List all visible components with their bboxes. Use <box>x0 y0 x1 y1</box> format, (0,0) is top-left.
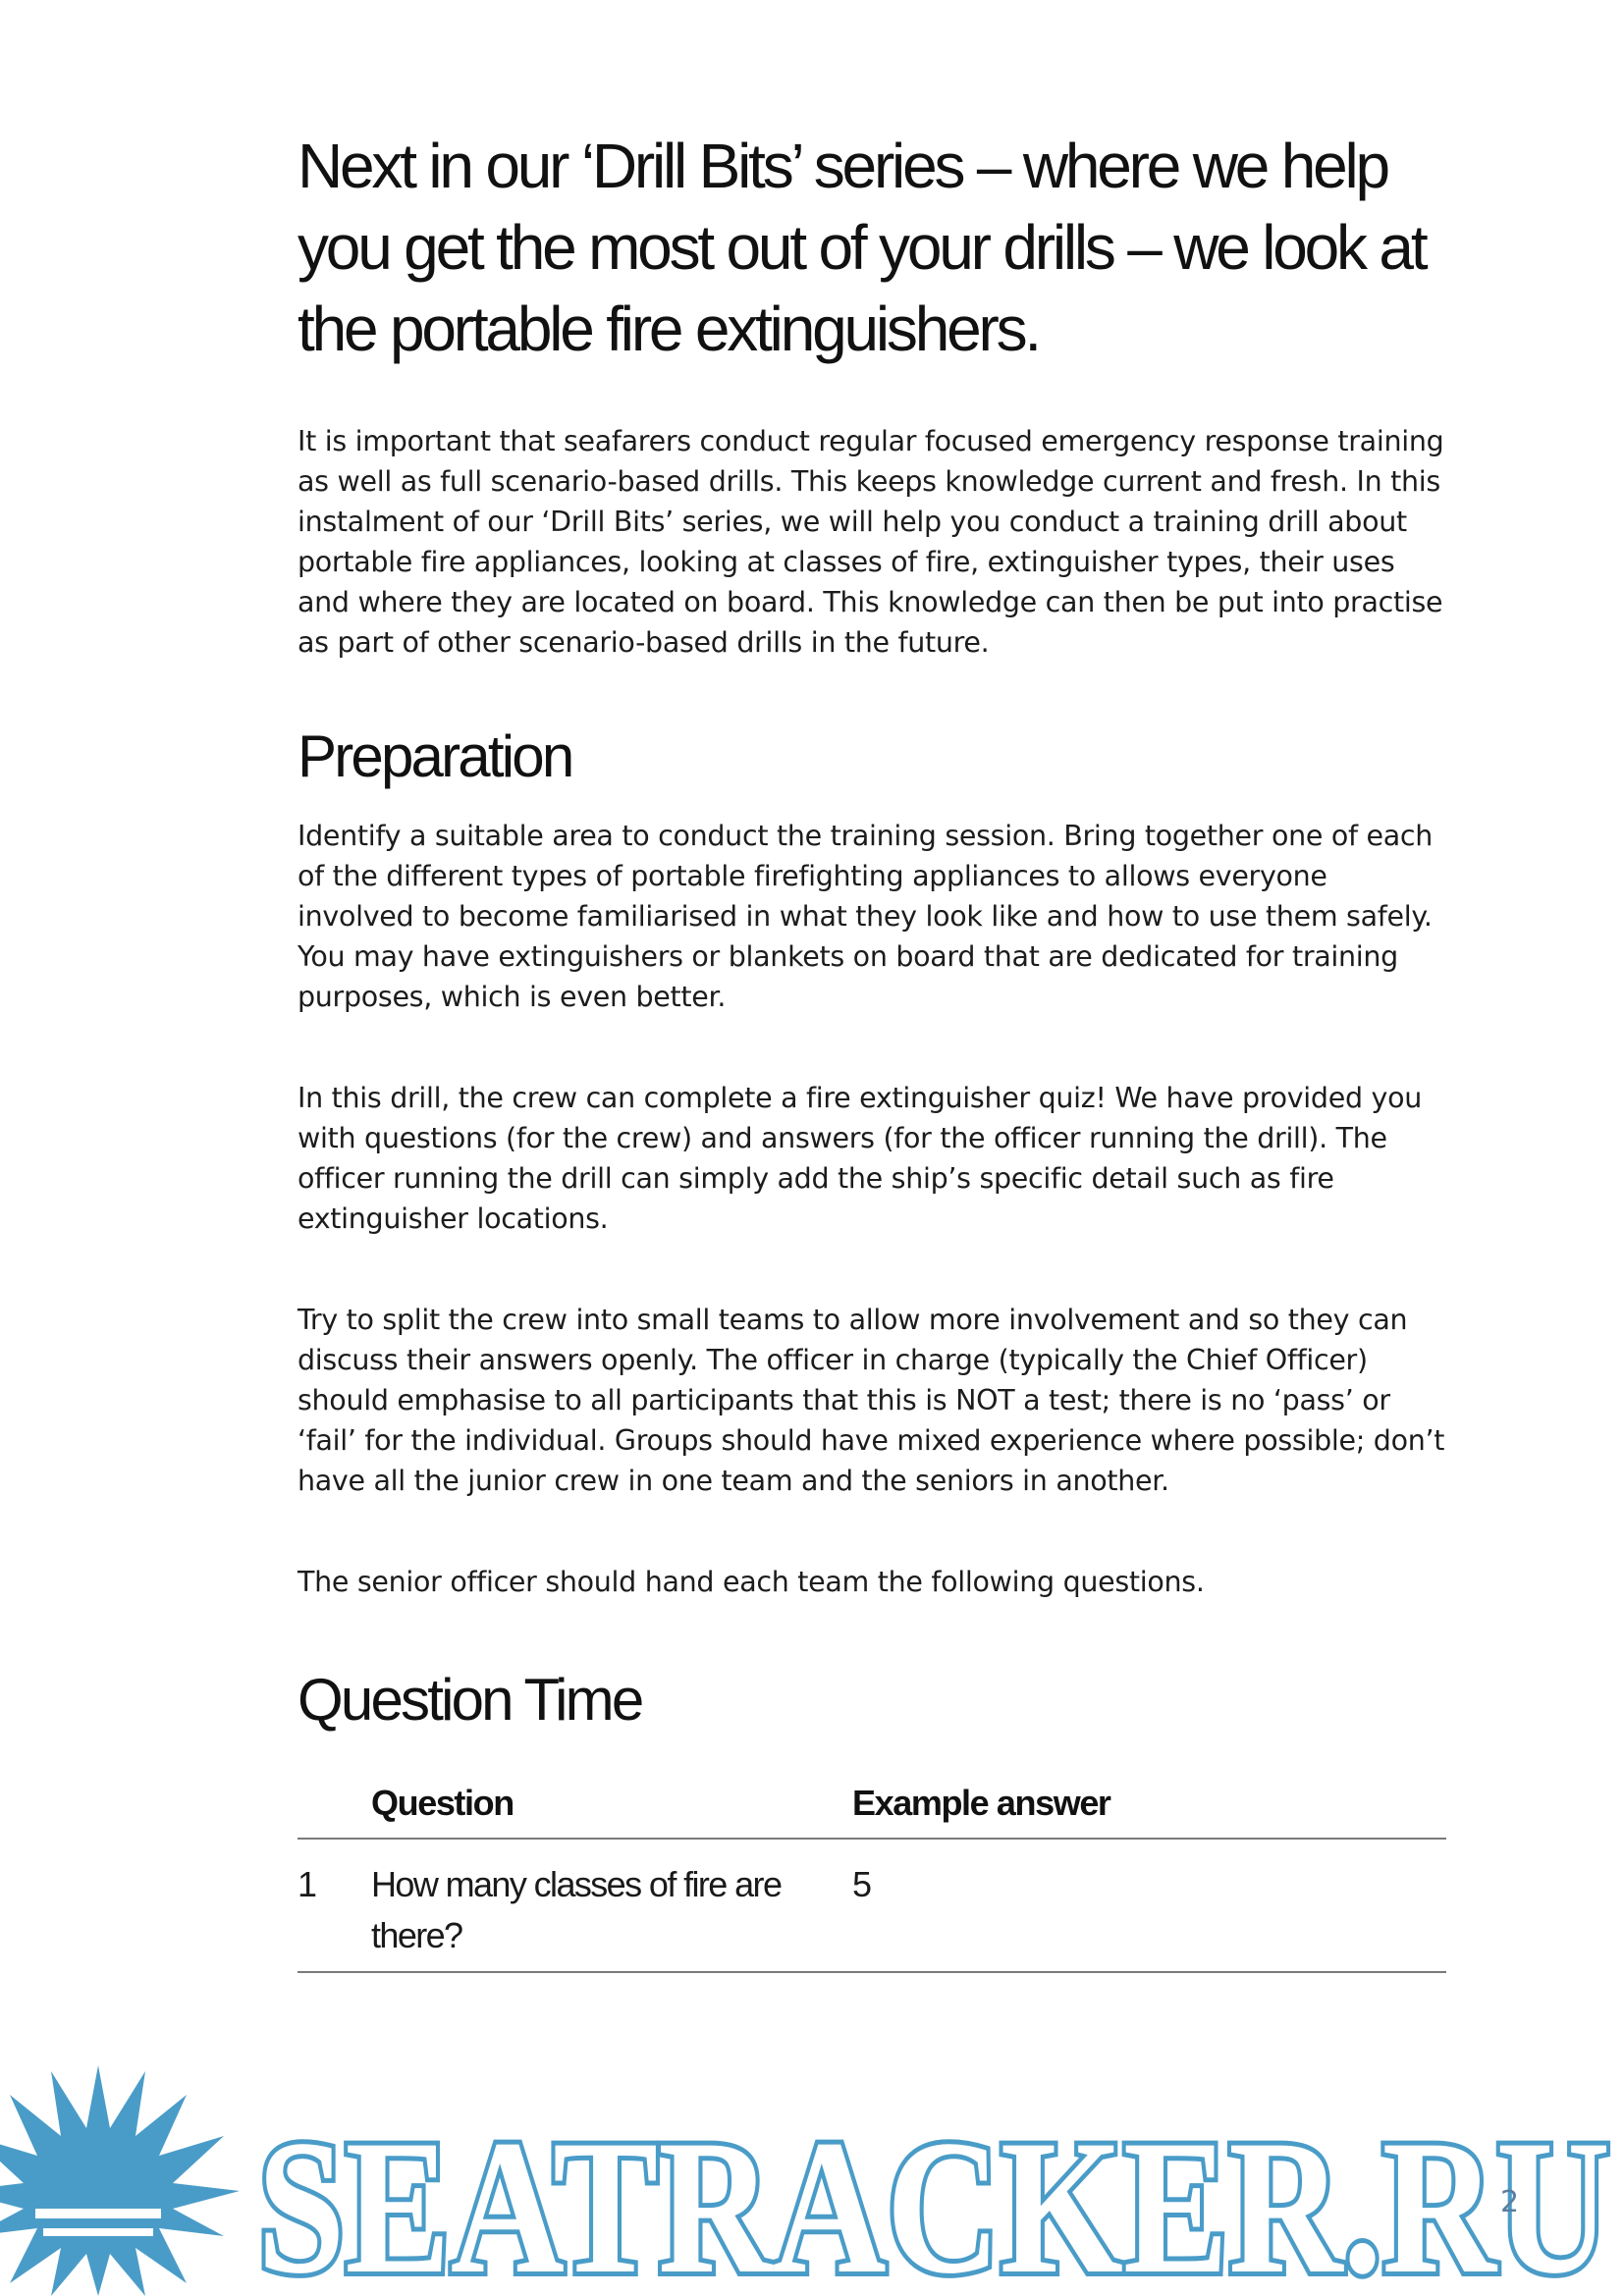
question-table <box>298 1783 1446 1973</box>
table-row <box>298 1839 1446 1972</box>
preparation-paragraph-3: Try to split the crew into small teams to allow more involvement and so they can discuss their answers openly. The officer in charge (typically the Chief Officer) should emphasise to all participants that this is NOT a test; there is no ‘pass’ or ‘fail’ for the individual. Groups should have mixed experience where possible; don’t have all the junior crew in one team and the seniors in another. <box>298 1304 1445 1497</box>
preparation-heading: Preparation <box>298 723 572 789</box>
preparation-paragraph-2: In this drill, the crew can complete a fire extinguisher quiz! We have provided you with questions (for the crew) and answers (for the officer running the drill). The officer running the drill can simply add the ship’s specific detail such as fire extinguisher locations. <box>298 1082 1422 1235</box>
watermark-banner <box>0 2061 1624 2296</box>
row-question: How many classes of fire are there? <box>371 1839 852 1972</box>
lead-title: Next in our ‘Drill Bits’ series – where we help you get the most out of your drills – we look at the portable fire extinguishers. <box>298 131 1426 364</box>
intro-paragraph: It is important that seafarers conduct regular focused emergency response training as well as full scenario-based drills. This keeps knowledge current and fresh. In this instalment of our ‘Drill Bits’ series, we will help you conduct a training drill about portable fire appliances, looking at classes of fire, extinguisher types, their uses and where they are located on board. This knowledge can then be put into practise as part of other scenario-based drills in the future. <box>298 425 1444 659</box>
header-question: Question <box>371 1783 852 1839</box>
preparation-paragraph-4: The senior officer should hand each team the following questions. <box>298 1566 1205 1598</box>
sun-logo-icon <box>0 2065 240 2296</box>
preparation-paragraph-1: Identify a suitable area to conduct the training session. Bring together one of each of the different types of portable firefighting appliances to allows everyone involved to become familiarised in what they look like and how to use them safely. You may have extinguishers or blankets on board that are dedicated for training purposes, which is even better. <box>298 820 1434 1013</box>
watermark-text: SEATRACKER.RU <box>257 2101 1610 2296</box>
page-number: 2 <box>1500 2185 1520 2219</box>
row-answer: 5 <box>852 1839 1446 1972</box>
header-number <box>298 1783 371 1839</box>
question-time-heading: Question Time <box>298 1667 642 1733</box>
table-header-row <box>298 1783 1446 1839</box>
row-number: 1 <box>298 1839 371 1972</box>
page-content <box>298 126 1446 1973</box>
header-example-answer: Example answer <box>852 1783 1446 1839</box>
